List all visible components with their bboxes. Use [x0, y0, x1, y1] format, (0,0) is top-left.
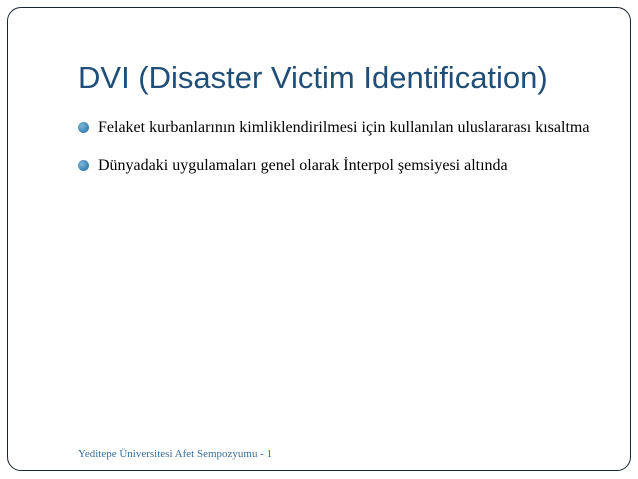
bullet-circle-icon	[78, 122, 89, 133]
bullet-item	[78, 116, 598, 139]
bullet-list	[78, 116, 598, 192]
slide-title: DVI (Disaster Victim Identification)	[78, 60, 548, 95]
bullet-text: Felaket kurbanlarının kimliklendirilmesi için kullanılan uluslararası kısaltma	[98, 119, 590, 136]
slide-footer: Yeditepe Üniversitesi Afet Sempozyumu - 1	[78, 448, 273, 460]
slide-frame	[7, 7, 631, 471]
bullet-item	[78, 154, 598, 177]
bullet-circle-icon	[78, 160, 89, 171]
bullet-text: Dünyadaki uygulamaları genel olarak İnterpol şemsiyesi altında	[98, 157, 508, 174]
